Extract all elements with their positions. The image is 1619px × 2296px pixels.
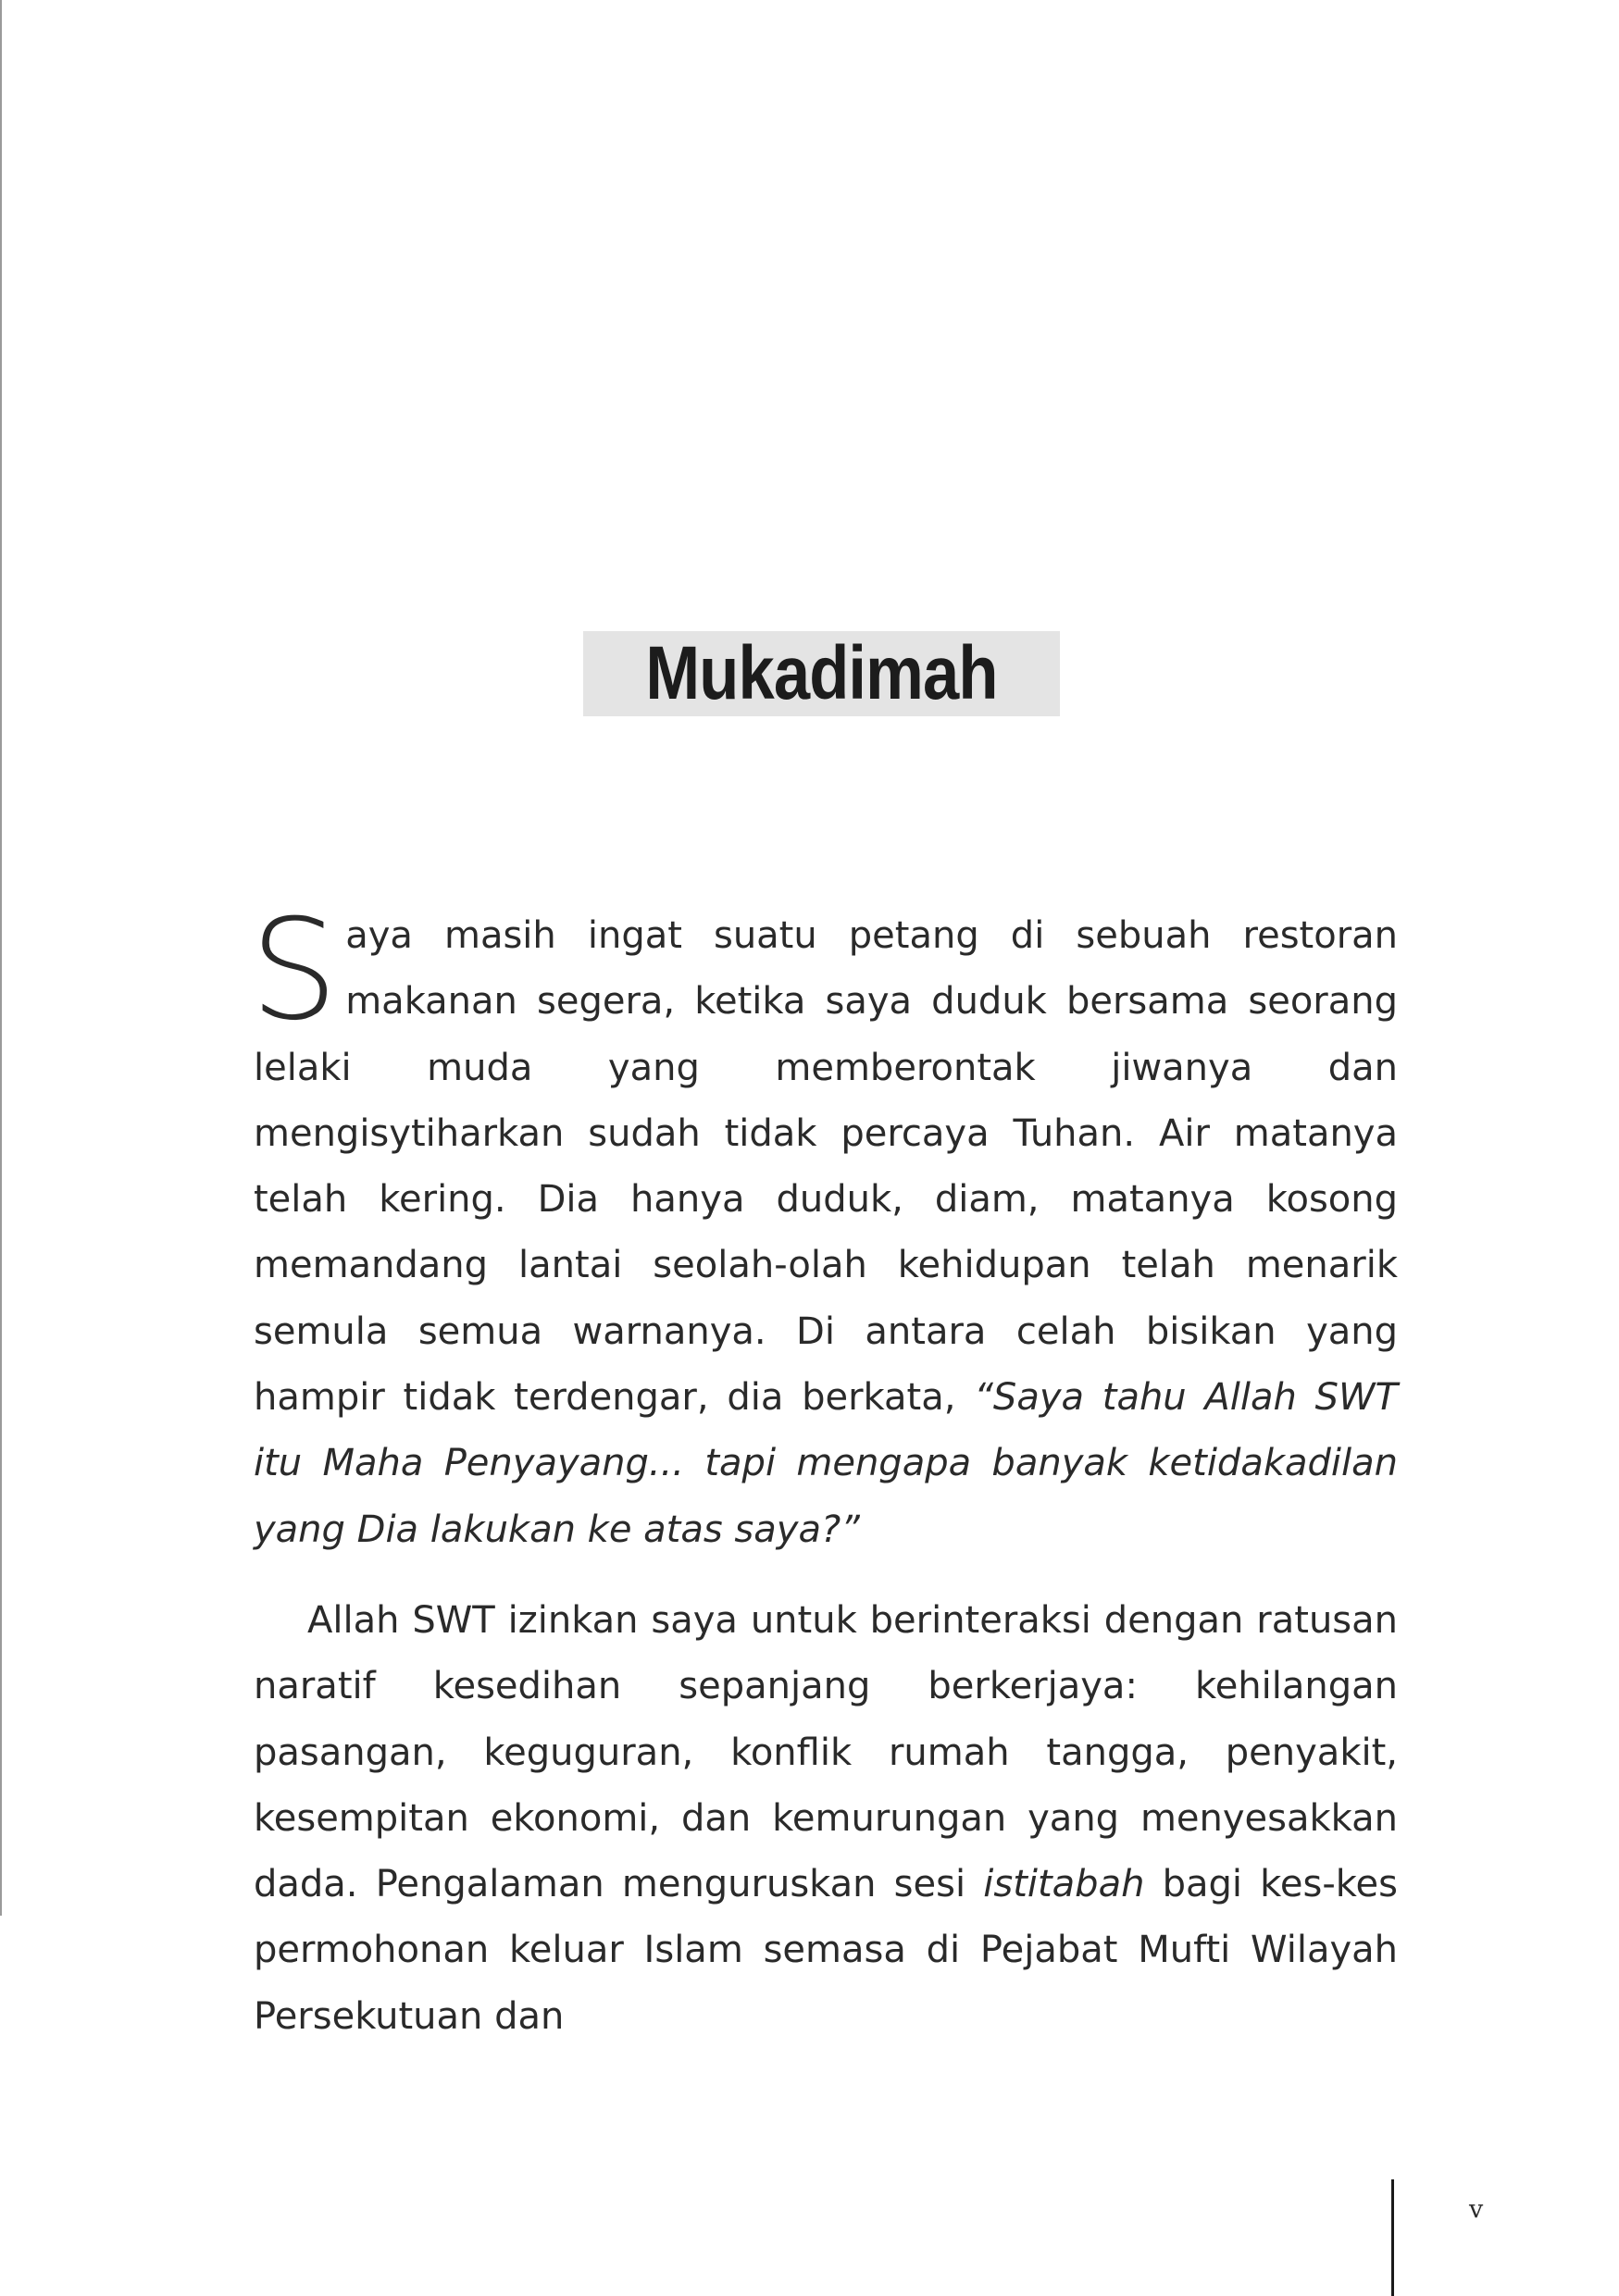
chapter-title: Mukadimah [645,631,998,715]
paragraph-1 [250,890,1398,1563]
paragraph-2-text-after: bagi kes-kes permohonan keluar Islam semasa di Pejabat Mufti Wilayah Persekutuan dan [254,1863,1398,2038]
page-edge [0,0,2,1916]
paragraph-1-quote: “Saya tahu Allah SWT itu Maha Penyayang... tapi mengapa banyak ketidakadilan yang Dia lakukan ke atas saya?” [254,1376,1398,1551]
page-number: v [1469,2195,1484,2224]
page-number-rule [1391,2179,1394,2296]
chapter-title-box [583,631,1060,716]
paragraph-2 [254,1588,1398,2050]
drop-cap: S [250,890,339,1051]
paragraph-2-text-before: Allah SWT izinkan saya untuk berinteraksi dengan ratusan naratif kesedihan sepanjang berkerjaya: kehilangan pasangan, keguguran, konflik rumah tangga, penyakit, kesempitan ekonomi, dan kemurungan yang menyesakkan dada. Pengalaman menguruskan sesi [254,1599,1398,1906]
paragraph-1-text: aya masih ingat suatu petang di sebuah restoran makanan segera, ketika saya duduk bersama seorang lelaki muda yang memberontak jiwanya dan mengisytiharkan sudah tidak percaya Tuhan. Air matanya telah kering. Dia hanya duduk, diam, matanya kosong memandang lantai seolah-olah kehidupan telah menarik semula semua warnanya. Di antara celah bisikan yang hampir tidak terdengar, dia berkata, [254,914,1398,1420]
paragraph-2-term: istitabah [983,1863,1145,1906]
